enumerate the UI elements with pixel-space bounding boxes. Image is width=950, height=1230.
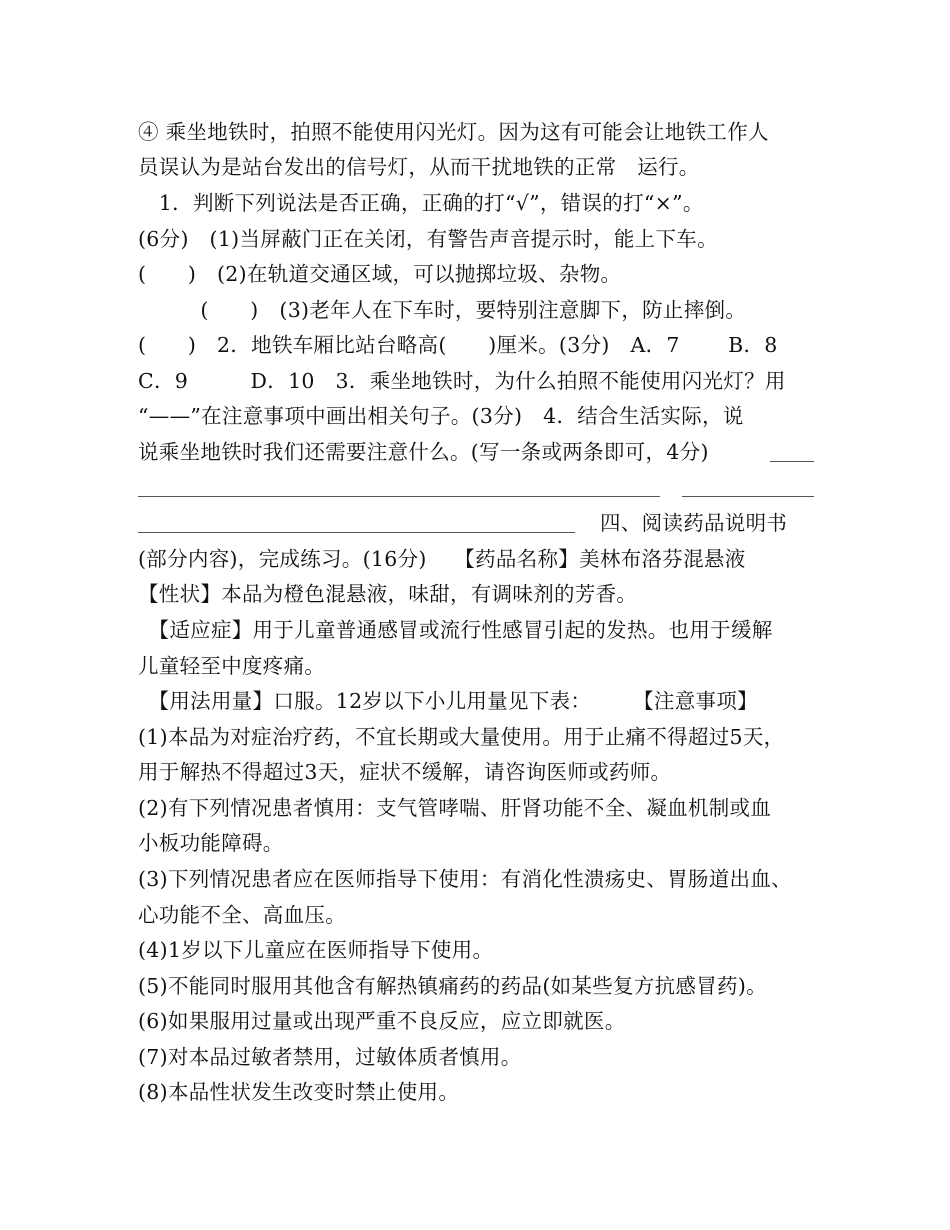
question-4-line: 说乘坐地铁时我们还需要注意什么。(写一条或两条即可，4分) [138, 440, 709, 464]
question-3-line: C．9 D．10 3．乘坐地铁时，为什么拍照不能使用闪光灯？用 [138, 369, 786, 393]
drug-indication-line-2: 儿童轻至中度疼痛。 [138, 654, 326, 678]
note-2-line-1: (2)有下列情况患者慎用：支气管哮喘、肝肾功能不全、凝血机制或血 [138, 796, 772, 820]
question-1-line: 1．判断下列说法是否正确，正确的打“√”，错误的打“×”。 [138, 191, 704, 215]
drug-dosage-line: 【用法用量】口服。12岁以下小儿用量见下表： 【注意事项】 [138, 689, 758, 713]
question-2-line: ( ) 2．地铁车厢比站台略高( )厘米。(3分) A．7 B．8 [138, 333, 778, 357]
note-4-line: (4)1岁以下儿童应在医师指导下使用。 [138, 938, 494, 962]
answer-blank-2[interactable] [138, 496, 660, 497]
question-1-item-3: ( ) (3)老年人在下车时，要特别注意脚下，防止摔倒。 [138, 298, 747, 322]
note-6-line: (6)如果服用过量或出现严重不良反应，应立即就医。 [138, 1009, 626, 1033]
answer-blank-1[interactable] [770, 461, 814, 462]
question-3-4-line: “——”在注意事项中画出相关句子。(3分) 4．结合生活实际，说 [138, 404, 744, 428]
note-3-line-2: 心功能不全、高血压。 [138, 903, 346, 927]
note-8-line: (8)本品性状发生改变时禁止使用。 [138, 1080, 460, 1104]
note-5-line: (5)不能同时服用其他含有解热镇痛药的药品(如某些复方抗感冒药)。 [138, 974, 767, 998]
note-2-line-2: 小板功能障碍。 [138, 831, 284, 855]
answer-blank-4[interactable] [138, 532, 575, 533]
question-1-item-2: ( ) (2)在轨道交通区域，可以抛掷垃圾、杂物。 [138, 262, 622, 286]
drug-indication-line: 【适应症】用于儿童普通感冒或流行性感冒引起的发热。也用于缓解 [138, 618, 773, 642]
answer-blank-3[interactable] [682, 496, 814, 497]
note-3-line-1: (3)下列情况患者应在医师指导下使用：有消化性溃疡史、胃肠道出血、 [138, 867, 792, 891]
section-4-heading: 四、阅读药品说明书 [600, 511, 788, 535]
note-7-line: (7)对本品过敏者禁用，过敏体质者慎用。 [138, 1045, 522, 1069]
note-1-line-2: 用于解热不得超过3天，症状不缓解，请咨询医师或药师。 [138, 760, 672, 784]
question-1-item-1: (6分) (1)当屏蔽门正在关闭，有警告声音提示时，能上下车。 [138, 227, 718, 251]
section-4-intro: (部分内容)，完成练习。(16分) 【药品名称】美林布洛芬混悬液 [138, 547, 746, 571]
drug-property-line: 【性状】本品为橙色混悬液，味甜，有调味剂的芳香。 [138, 582, 638, 606]
text-line-1: ④ 乘坐地铁时，拍照不能使用闪光灯。因为这有可能会让地铁工作人 [138, 120, 769, 144]
note-1-line-1: (1)本品为对症治疗药，不宜长期或大量使用。用于止痛不得超过5天， [138, 725, 785, 749]
text-line-2: 员误认为是站台发出的信号灯，从而干扰地铁的正常 运行。 [138, 155, 700, 179]
